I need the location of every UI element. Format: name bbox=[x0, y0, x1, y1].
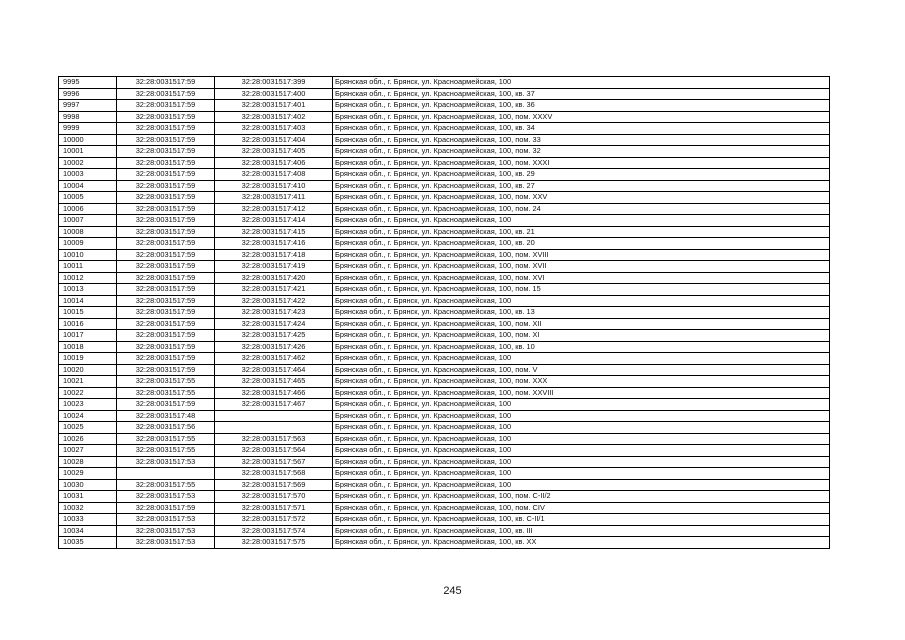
address-cell: Брянская обл., г. Брянск, ул. Красноармейская, 100, пом. CIV bbox=[333, 502, 830, 514]
quarter-number-cell: 32:28:0031517:59 bbox=[117, 192, 215, 204]
table-row bbox=[59, 514, 830, 526]
quarter-number-cell: 32:28:0031517:55 bbox=[117, 433, 215, 445]
address-cell: Брянская обл., г. Брянск, ул. Красноармейская, 100, пом. XI bbox=[333, 330, 830, 342]
table-row bbox=[59, 491, 830, 503]
row-number-cell: 10023 bbox=[59, 399, 117, 411]
row-number-cell: 10003 bbox=[59, 169, 117, 181]
quarter-number-cell: 32:28:0031517:59 bbox=[117, 146, 215, 158]
table-row bbox=[59, 479, 830, 491]
quarter-number-cell: 32:28:0031517:59 bbox=[117, 157, 215, 169]
table-row bbox=[59, 445, 830, 457]
cadastral-number-cell: 32:28:0031517:569 bbox=[215, 479, 333, 491]
row-number-cell: 10028 bbox=[59, 456, 117, 468]
quarter-number-cell: 32:28:0031517:53 bbox=[117, 514, 215, 526]
cadastral-number-cell: 32:28:0031517:465 bbox=[215, 376, 333, 388]
quarter-number-cell: 32:28:0031517:59 bbox=[117, 203, 215, 215]
quarter-number-cell: 32:28:0031517:59 bbox=[117, 399, 215, 411]
table-row bbox=[59, 456, 830, 468]
cadastral-number-cell: 32:28:0031517:405 bbox=[215, 146, 333, 158]
quarter-number-cell: 32:28:0031517:48 bbox=[117, 410, 215, 422]
address-cell: Брянская обл., г. Брянск, ул. Красноармейская, 100, пом. С-II/2 bbox=[333, 491, 830, 503]
row-number-cell: 10033 bbox=[59, 514, 117, 526]
row-number-cell: 10027 bbox=[59, 445, 117, 457]
address-cell: Брянская обл., г. Брянск, ул. Красноармейская, 100, кв. 34 bbox=[333, 123, 830, 135]
cadastral-number-cell: 32:28:0031517:414 bbox=[215, 215, 333, 227]
address-cell: Брянская обл., г. Брянск, ул. Красноармейская, 100, кв. 29 bbox=[333, 169, 830, 181]
row-number-cell: 10001 bbox=[59, 146, 117, 158]
table-row bbox=[59, 203, 830, 215]
cadastral-number-cell: 32:28:0031517:419 bbox=[215, 261, 333, 273]
address-cell: Брянская обл., г. Брянск, ул. Красноармейская, 100 bbox=[333, 422, 830, 434]
cadastral-number-cell: 32:28:0031517:420 bbox=[215, 272, 333, 284]
quarter-number-cell: 32:28:0031517:59 bbox=[117, 502, 215, 514]
table-row bbox=[59, 261, 830, 273]
cadastral-number-cell: 32:28:0031517:416 bbox=[215, 238, 333, 250]
cadastral-number-cell: 32:28:0031517:572 bbox=[215, 514, 333, 526]
row-number-cell: 10017 bbox=[59, 330, 117, 342]
quarter-number-cell: 32:28:0031517:59 bbox=[117, 180, 215, 192]
address-cell: Брянская обл., г. Брянск, ул. Красноармейская, 100 bbox=[333, 433, 830, 445]
table-row bbox=[59, 525, 830, 537]
table-row bbox=[59, 134, 830, 146]
cadastral-number-cell: 32:28:0031517:574 bbox=[215, 525, 333, 537]
table-row bbox=[59, 330, 830, 342]
table-row bbox=[59, 376, 830, 388]
address-cell: Брянская обл., г. Брянск, ул. Красноармейская, 100, пом. XXX bbox=[333, 376, 830, 388]
address-cell: Брянская обл., г. Брянск, ул. Красноармейская, 100, кв. 37 bbox=[333, 88, 830, 100]
table-row bbox=[59, 215, 830, 227]
address-cell: Брянская обл., г. Брянск, ул. Красноармейская, 100, кв. XX bbox=[333, 537, 830, 549]
row-number-cell: 10011 bbox=[59, 261, 117, 273]
quarter-number-cell: 32:28:0031517:55 bbox=[117, 479, 215, 491]
table-row bbox=[59, 387, 830, 399]
cadastral-number-cell: 32:28:0031517:570 bbox=[215, 491, 333, 503]
row-number-cell: 9998 bbox=[59, 111, 117, 123]
cadastral-number-cell: 32:28:0031517:406 bbox=[215, 157, 333, 169]
row-number-cell: 10014 bbox=[59, 295, 117, 307]
cadastral-number-cell: 32:28:0031517:564 bbox=[215, 445, 333, 457]
table-row bbox=[59, 272, 830, 284]
table-row bbox=[59, 468, 830, 480]
cadastral-number-cell: 32:28:0031517:571 bbox=[215, 502, 333, 514]
quarter-number-cell: 32:28:0031517:59 bbox=[117, 364, 215, 376]
page-number: 245 bbox=[443, 585, 462, 597]
quarter-number-cell: 32:28:0031517:59 bbox=[117, 169, 215, 181]
row-number-cell: 10021 bbox=[59, 376, 117, 388]
row-number-cell: 10000 bbox=[59, 134, 117, 146]
quarter-number-cell: 32:28:0031517:59 bbox=[117, 341, 215, 353]
row-number-cell: 10009 bbox=[59, 238, 117, 250]
quarter-number-cell: 32:28:0031517:53 bbox=[117, 525, 215, 537]
table-row bbox=[59, 341, 830, 353]
address-cell: Брянская обл., г. Брянск, ул. Красноармейская, 100, кв. 20 bbox=[333, 238, 830, 250]
table-row bbox=[59, 433, 830, 445]
quarter-number-cell: 32:28:0031517:59 bbox=[117, 134, 215, 146]
quarter-number-cell: 32:28:0031517:55 bbox=[117, 445, 215, 457]
registry-table-body bbox=[59, 77, 830, 549]
table-row bbox=[59, 169, 830, 181]
cadastral-number-cell: 32:28:0031517:403 bbox=[215, 123, 333, 135]
cadastral-number-cell bbox=[215, 410, 333, 422]
table-row bbox=[59, 226, 830, 238]
address-cell: Брянская обл., г. Брянск, ул. Красноармейская, 100, пом. XXVIII bbox=[333, 387, 830, 399]
row-number-cell: 9996 bbox=[59, 88, 117, 100]
table-row bbox=[59, 284, 830, 296]
address-cell: Брянская обл., г. Брянск, ул. Красноармейская, 100, кв. 13 bbox=[333, 307, 830, 319]
row-number-cell: 10005 bbox=[59, 192, 117, 204]
table-row bbox=[59, 88, 830, 100]
quarter-number-cell: 32:28:0031517:59 bbox=[117, 123, 215, 135]
cadastral-number-cell: 32:28:0031517:466 bbox=[215, 387, 333, 399]
row-number-cell: 10032 bbox=[59, 502, 117, 514]
cadastral-number-cell: 32:28:0031517:402 bbox=[215, 111, 333, 123]
cadastral-number-cell: 32:28:0031517:422 bbox=[215, 295, 333, 307]
row-number-cell: 10013 bbox=[59, 284, 117, 296]
table-row bbox=[59, 364, 830, 376]
quarter-number-cell: 32:28:0031517:53 bbox=[117, 537, 215, 549]
table-row bbox=[59, 111, 830, 123]
row-number-cell: 10018 bbox=[59, 341, 117, 353]
address-cell: Брянская обл., г. Брянск, ул. Красноармейская, 100, пом. 32 bbox=[333, 146, 830, 158]
quarter-number-cell: 32:28:0031517:59 bbox=[117, 215, 215, 227]
table-row bbox=[59, 295, 830, 307]
row-number-cell: 10015 bbox=[59, 307, 117, 319]
quarter-number-cell: 32:28:0031517:59 bbox=[117, 353, 215, 365]
address-cell: Брянская обл., г. Брянск, ул. Красноармейская, 100, пом. XXXI bbox=[333, 157, 830, 169]
cadastral-number-cell: 32:28:0031517:467 bbox=[215, 399, 333, 411]
cadastral-number-cell: 32:28:0031517:410 bbox=[215, 180, 333, 192]
address-cell: Брянская обл., г. Брянск, ул. Красноармейская, 100, пом. XXXV bbox=[333, 111, 830, 123]
cadastral-number-cell: 32:28:0031517:415 bbox=[215, 226, 333, 238]
table-row bbox=[59, 249, 830, 261]
row-number-cell: 10004 bbox=[59, 180, 117, 192]
address-cell: Брянская обл., г. Брянск, ул. Красноармейская, 100 bbox=[333, 456, 830, 468]
table-row bbox=[59, 410, 830, 422]
quarter-number-cell: 32:28:0031517:56 bbox=[117, 422, 215, 434]
address-cell: Брянская обл., г. Брянск, ул. Красноармейская, 100, пом. XII bbox=[333, 318, 830, 330]
address-cell: Брянская обл., г. Брянск, ул. Красноармейская, 100 bbox=[333, 410, 830, 422]
quarter-number-cell: 32:28:0031517:59 bbox=[117, 238, 215, 250]
cadastral-number-cell: 32:28:0031517:563 bbox=[215, 433, 333, 445]
table-row bbox=[59, 157, 830, 169]
table-row bbox=[59, 502, 830, 514]
table-row bbox=[59, 537, 830, 549]
quarter-number-cell: 32:28:0031517:59 bbox=[117, 100, 215, 112]
cadastral-number-cell: 32:28:0031517:408 bbox=[215, 169, 333, 181]
cadastral-number-cell: 32:28:0031517:399 bbox=[215, 77, 333, 89]
cadastral-number-cell: 32:28:0031517:412 bbox=[215, 203, 333, 215]
table-row bbox=[59, 318, 830, 330]
cadastral-number-cell: 32:28:0031517:575 bbox=[215, 537, 333, 549]
address-cell: Брянская обл., г. Брянск, ул. Красноармейская, 100, кв. С-II/1 bbox=[333, 514, 830, 526]
row-number-cell: 10030 bbox=[59, 479, 117, 491]
cadastral-number-cell: 32:28:0031517:425 bbox=[215, 330, 333, 342]
address-cell: Брянская обл., г. Брянск, ул. Красноармейская, 100, кв. 27 bbox=[333, 180, 830, 192]
quarter-number-cell: 32:28:0031517:53 bbox=[117, 491, 215, 503]
address-cell: Брянская обл., г. Брянск, ул. Красноармейская, 100 bbox=[333, 445, 830, 457]
table-row bbox=[59, 100, 830, 112]
row-number-cell: 10024 bbox=[59, 410, 117, 422]
address-cell: Брянская обл., г. Брянск, ул. Красноармейская, 100 bbox=[333, 215, 830, 227]
address-cell: Брянская обл., г. Брянск, ул. Красноармейская, 100, пом. XVIII bbox=[333, 249, 830, 261]
address-cell: Брянская обл., г. Брянск, ул. Красноармейская, 100, пом. 33 bbox=[333, 134, 830, 146]
address-cell: Брянская обл., г. Брянск, ул. Красноармейская, 100, пом. 24 bbox=[333, 203, 830, 215]
row-number-cell: 10019 bbox=[59, 353, 117, 365]
registry-table bbox=[58, 76, 830, 549]
table-row bbox=[59, 77, 830, 89]
cadastral-number-cell: 32:28:0031517:411 bbox=[215, 192, 333, 204]
address-cell: Брянская обл., г. Брянск, ул. Красноармейская, 100 bbox=[333, 295, 830, 307]
quarter-number-cell: 32:28:0031517:55 bbox=[117, 387, 215, 399]
quarter-number-cell: 32:28:0031517:59 bbox=[117, 77, 215, 89]
quarter-number-cell: 32:28:0031517:59 bbox=[117, 284, 215, 296]
cadastral-number-cell: 32:28:0031517:464 bbox=[215, 364, 333, 376]
cadastral-number-cell: 32:28:0031517:401 bbox=[215, 100, 333, 112]
quarter-number-cell: 32:28:0031517:59 bbox=[117, 295, 215, 307]
address-cell: Брянская обл., г. Брянск, ул. Красноармейская, 100, кв. III bbox=[333, 525, 830, 537]
table-row bbox=[59, 192, 830, 204]
quarter-number-cell: 32:28:0031517:55 bbox=[117, 376, 215, 388]
table-row bbox=[59, 123, 830, 135]
table-row bbox=[59, 422, 830, 434]
address-cell: Брянская обл., г. Брянск, ул. Красноармейская, 100 bbox=[333, 353, 830, 365]
address-cell: Брянская обл., г. Брянск, ул. Красноармейская, 100, кв. 36 bbox=[333, 100, 830, 112]
address-cell: Брянская обл., г. Брянск, ул. Красноармейская, 100, пом. 15 bbox=[333, 284, 830, 296]
row-number-cell: 10008 bbox=[59, 226, 117, 238]
row-number-cell: 10035 bbox=[59, 537, 117, 549]
cadastral-number-cell bbox=[215, 422, 333, 434]
address-cell: Брянская обл., г. Брянск, ул. Красноармейская, 100, кв. 21 bbox=[333, 226, 830, 238]
cadastral-number-cell: 32:28:0031517:423 bbox=[215, 307, 333, 319]
address-cell: Брянская обл., г. Брянск, ул. Красноармейская, 100, пом. V bbox=[333, 364, 830, 376]
cadastral-number-cell: 32:28:0031517:567 bbox=[215, 456, 333, 468]
table-row bbox=[59, 353, 830, 365]
table-row bbox=[59, 180, 830, 192]
cadastral-number-cell: 32:28:0031517:418 bbox=[215, 249, 333, 261]
quarter-number-cell: 32:28:0031517:59 bbox=[117, 226, 215, 238]
row-number-cell: 10029 bbox=[59, 468, 117, 480]
row-number-cell: 10034 bbox=[59, 525, 117, 537]
cadastral-number-cell: 32:28:0031517:462 bbox=[215, 353, 333, 365]
address-cell: Брянская обл., г. Брянск, ул. Красноармейская, 100 bbox=[333, 77, 830, 89]
table-row bbox=[59, 146, 830, 158]
cadastral-number-cell: 32:28:0031517:426 bbox=[215, 341, 333, 353]
quarter-number-cell: 32:28:0031517:59 bbox=[117, 307, 215, 319]
address-cell: Брянская обл., г. Брянск, ул. Красноармейская, 100, пом. XVI bbox=[333, 272, 830, 284]
row-number-cell: 10002 bbox=[59, 157, 117, 169]
address-cell: Брянская обл., г. Брянск, ул. Красноармейская, 100 bbox=[333, 468, 830, 480]
row-number-cell: 10031 bbox=[59, 491, 117, 503]
quarter-number-cell: 32:28:0031517:59 bbox=[117, 330, 215, 342]
row-number-cell: 10016 bbox=[59, 318, 117, 330]
address-cell: Брянская обл., г. Брянск, ул. Красноармейская, 100 bbox=[333, 479, 830, 491]
row-number-cell: 10026 bbox=[59, 433, 117, 445]
quarter-number-cell: 32:28:0031517:59 bbox=[117, 261, 215, 273]
quarter-number-cell: 32:28:0031517:59 bbox=[117, 111, 215, 123]
cadastral-number-cell: 32:28:0031517:424 bbox=[215, 318, 333, 330]
address-cell: Брянская обл., г. Брянск, ул. Красноармейская, 100 bbox=[333, 399, 830, 411]
address-cell: Брянская обл., г. Брянск, ул. Красноармейская, 100, кв. 10 bbox=[333, 341, 830, 353]
cadastral-number-cell: 32:28:0031517:400 bbox=[215, 88, 333, 100]
table-row bbox=[59, 238, 830, 250]
row-number-cell: 10010 bbox=[59, 249, 117, 261]
address-cell: Брянская обл., г. Брянск, ул. Красноармейская, 100, пом. XXV bbox=[333, 192, 830, 204]
table-row bbox=[59, 307, 830, 319]
row-number-cell: 9997 bbox=[59, 100, 117, 112]
row-number-cell: 10006 bbox=[59, 203, 117, 215]
address-cell: Брянская обл., г. Брянск, ул. Красноармейская, 100, пом. XVII bbox=[333, 261, 830, 273]
row-number-cell: 10007 bbox=[59, 215, 117, 227]
row-number-cell: 10025 bbox=[59, 422, 117, 434]
quarter-number-cell: 32:28:0031517:53 bbox=[117, 456, 215, 468]
row-number-cell: 9995 bbox=[59, 77, 117, 89]
row-number-cell: 10022 bbox=[59, 387, 117, 399]
quarter-number-cell: 32:28:0031517:59 bbox=[117, 249, 215, 261]
row-number-cell: 10012 bbox=[59, 272, 117, 284]
row-number-cell: 10020 bbox=[59, 364, 117, 376]
cadastral-number-cell: 32:28:0031517:404 bbox=[215, 134, 333, 146]
quarter-number-cell: 32:28:0031517:59 bbox=[117, 318, 215, 330]
cadastral-number-cell: 32:28:0031517:421 bbox=[215, 284, 333, 296]
row-number-cell: 9999 bbox=[59, 123, 117, 135]
table-row bbox=[59, 399, 830, 411]
cadastral-number-cell: 32:28:0031517:568 bbox=[215, 468, 333, 480]
quarter-number-cell bbox=[117, 468, 215, 480]
quarter-number-cell: 32:28:0031517:59 bbox=[117, 272, 215, 284]
quarter-number-cell: 32:28:0031517:59 bbox=[117, 88, 215, 100]
